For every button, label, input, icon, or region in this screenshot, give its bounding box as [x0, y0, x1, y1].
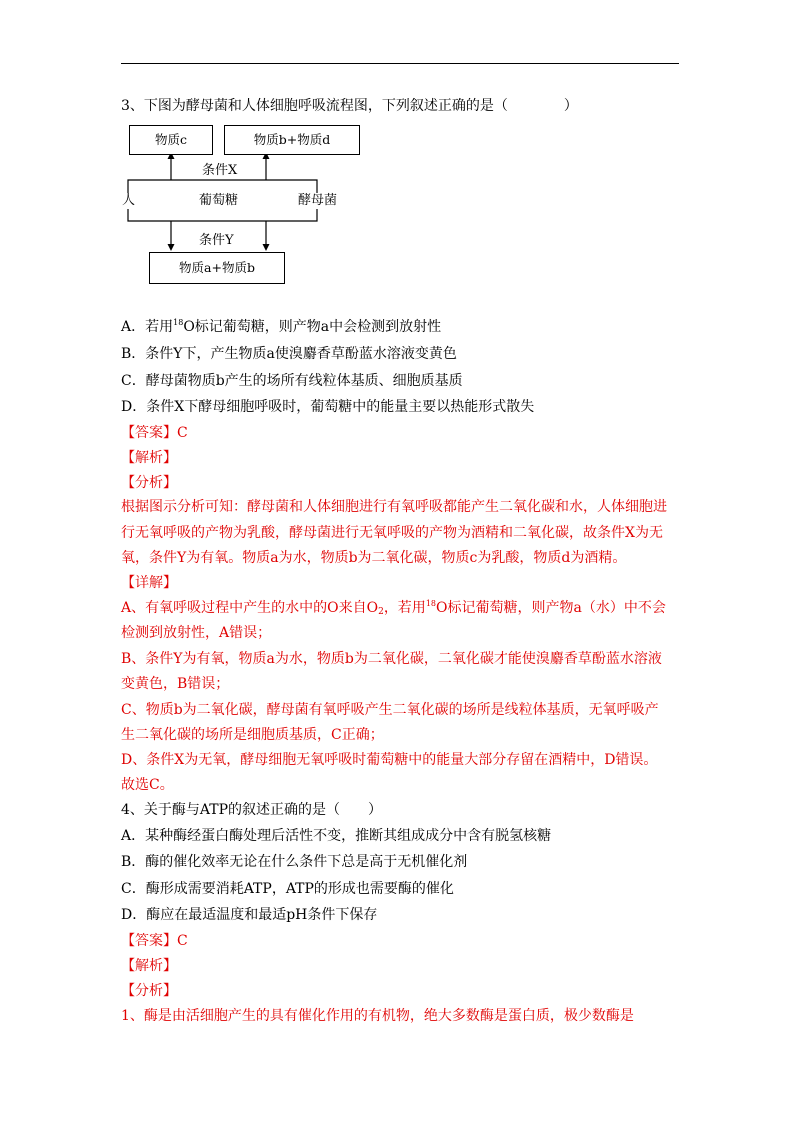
q3-analysis-line: 行无氧呼吸的产物为乳酸，酵母菌进行无氧呼吸的产物为酒精和二氧化碳，故条件X为无	[121, 525, 663, 541]
lower-bracket-line	[128, 208, 317, 221]
q3-answer: 【答案】C	[121, 425, 188, 441]
q3-analysis-line: 氧，条件Y为有氧。物质a为水，物质b为二氧化碳，物质c为乳酸，物质d为酒精。	[121, 550, 627, 566]
q3-detail-b: B、条件Y为有氧，物质a为水，物质b为二氧化碳，二氧化碳才能使溴麝香草酚蓝水溶液	[121, 651, 662, 667]
upper-bracket-line	[128, 180, 317, 194]
q3-option-b: B．条件Y下，产生物质a使溴麝香草酚蓝水溶液变黄色	[121, 346, 457, 362]
q3-fenxi-heading: 【分析】	[121, 475, 177, 491]
q3-detail-d: D、条件X为无氧，酵母细胞无氧呼吸时葡萄糖中的能量大部分存留在酒精中，D错误。	[121, 752, 658, 768]
q3-detail-c: C、物质b为二氧化碳，酵母菌有氧呼吸产生二氧化碳的场所是线粒体基质，无氧呼吸产	[121, 702, 659, 718]
q3-detail-b-cont: 变黄色，B错误；	[121, 676, 230, 692]
q4-option-d: D．酶应在最适温度和最适pH条件下保存	[121, 907, 378, 923]
q3-option-d: D．条件X下酵母细胞呼吸时，葡萄糖中的能量主要以热能形式散失	[121, 399, 535, 415]
q3-conclusion: 故选C。	[121, 777, 174, 793]
q3-option-a: A．若用$^{18}$O标记葡萄糖，则产物a中会检测到放射性	[121, 318, 442, 335]
q3-title: 3、下图为酵母菌和人体细胞呼吸流程图，下列叙述正确的是（ ）	[121, 98, 578, 114]
q4-fenxi-heading: 【分析】	[121, 983, 177, 999]
label-human: 人	[122, 193, 136, 208]
q4-answer: 【答案】C	[121, 933, 188, 949]
label-condition-x: 条件X	[202, 163, 238, 178]
box-substance-b-d: 物质b+物质d	[224, 125, 360, 155]
q4-option-a: A．某种酶经蛋白酶处理后活性不变，推断其组成成分中含有脱氢核糖	[121, 828, 552, 844]
respiration-flow-diagram	[121, 118, 361, 290]
q3-detail-a-cont: 检测到放射性，A错误；	[121, 625, 272, 641]
q3-detail-c-cont: 生二氧化碳的场所是细胞质基质，C正确；	[121, 727, 384, 743]
q3-detail-a: A、有氧呼吸过程中产生的水中的O来自$O_2$，若用$^{18}$O标记葡萄糖，则产物a（水）中不会	[121, 599, 666, 617]
box-substance-a-b: 物质a+物质b	[149, 252, 285, 284]
q4-option-c: C．酶形成需要消耗ATP，ATP的形成也需要酶的催化	[121, 881, 454, 897]
q3-jiexi-heading: 【解析】	[121, 450, 177, 466]
q4-title: 4、关于酶与ATP的叙述正确的是（ ）	[121, 802, 383, 818]
label-yeast: 酵母菌	[298, 193, 338, 208]
q4-jiexi-heading: 【解析】	[121, 958, 177, 974]
q4-analysis-line: 1、酶是由活细胞产生的具有催化作用的有机物，绝大多数酶是蛋白质，极少数酶是	[121, 1008, 634, 1024]
box-substance-c: 物质c	[129, 125, 213, 155]
label-glucose: 葡萄糖	[199, 193, 239, 208]
q3-analysis-line: 根据图示分析可知：酵母菌和人体细胞进行有氧呼吸都能产生二氧化碳和水，人体细胞进	[121, 499, 667, 515]
label-condition-y: 条件Y	[199, 233, 234, 248]
q4-option-b: B．酶的催化效率无论在什么条件下总是高于无机催化剂	[121, 854, 468, 870]
q3-option-c: C．酵母菌物质b产生的场所有线粒体基质、细胞质基质	[121, 373, 463, 389]
header-rule	[121, 63, 679, 64]
q3-xiangjie-heading: 【详解】	[121, 575, 177, 591]
